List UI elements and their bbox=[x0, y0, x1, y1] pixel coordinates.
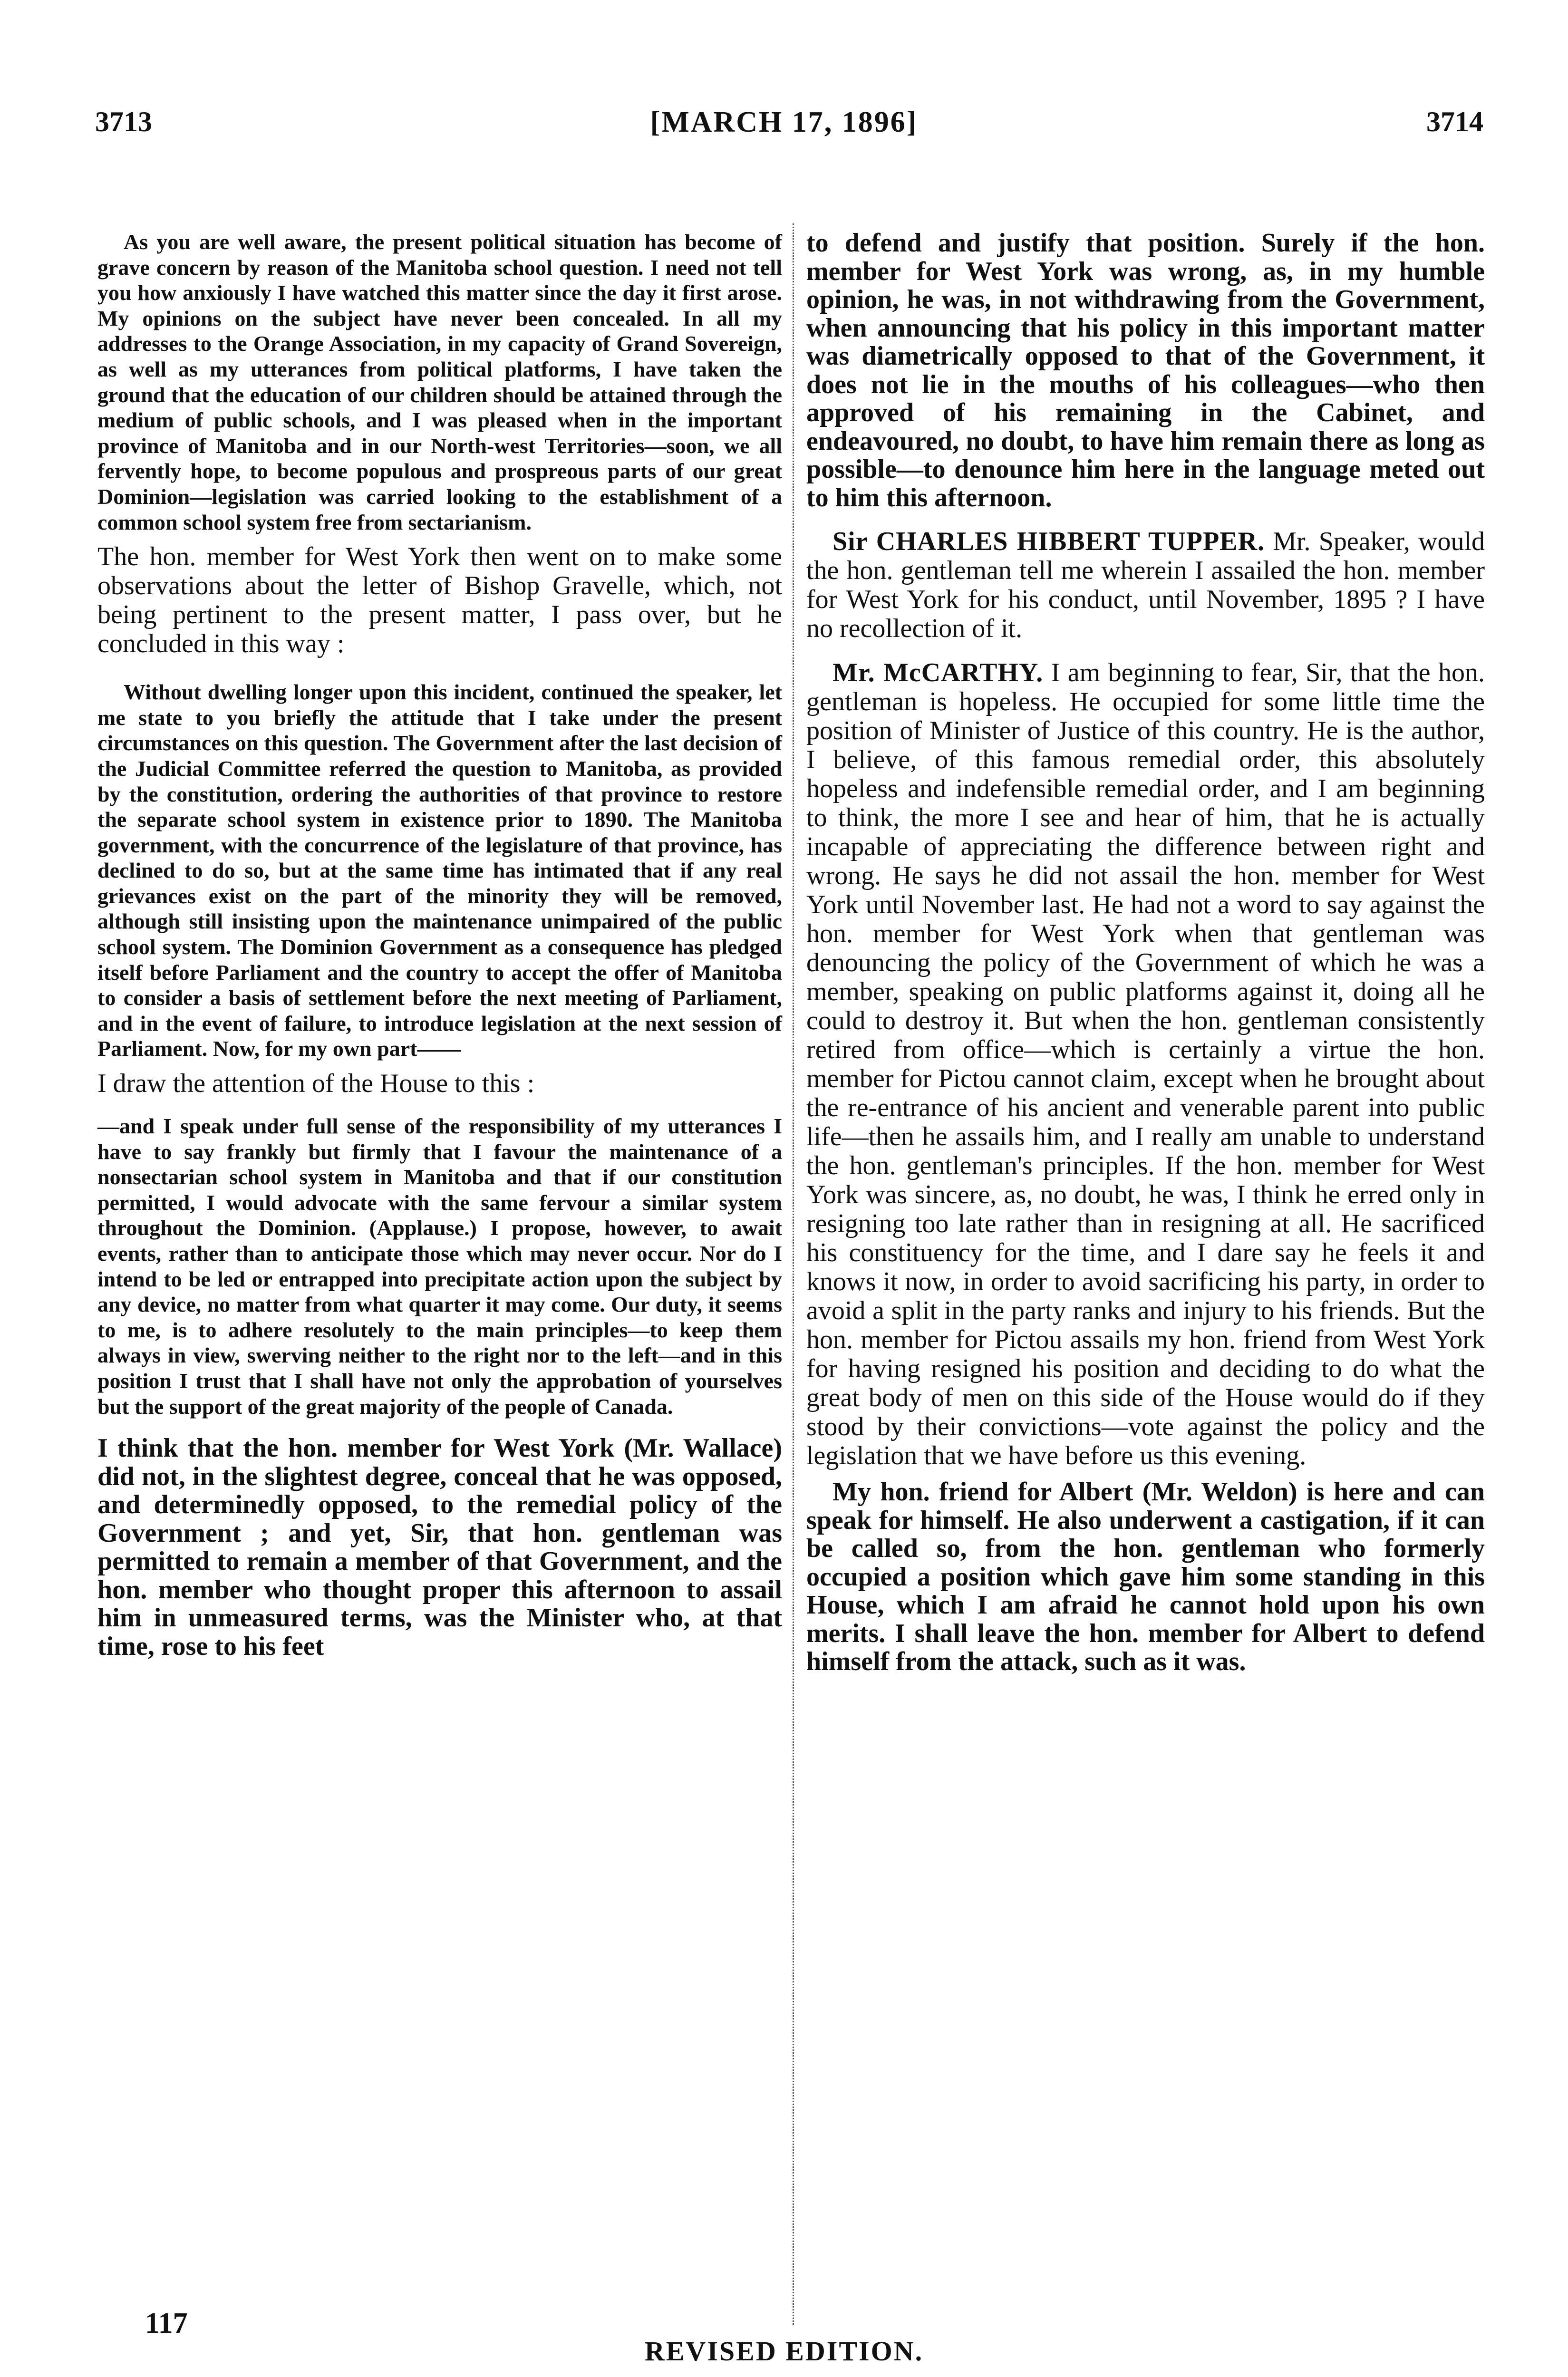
paragraph-wallace: I think that the hon. member for West York (Mr. Wallace) did not, in the slightest degree, conceal that he was opposed, and determinedly opposed, to the remedial policy of the Government ; and yet, Sir, that hon. gentleman was permitted to remain a member of that Government, and the hon. member who thought proper this afternoon to assail him in unmeasured terms, was the Minister who, at that time, rose to his feet bbox=[97, 1433, 782, 1661]
column-divider bbox=[793, 223, 794, 2325]
page-header bbox=[0, 106, 1568, 148]
speaker-name: Mr. McCARTHY. bbox=[832, 658, 1044, 687]
speech-text: Mr. Speaker, would the hon. gentleman tell me wherein I assailed the hon. member for West York for his conduct, until November, 1895 ? I have no recollection of it. bbox=[806, 527, 1485, 643]
paragraph-bishop-gravelle: The hon. member for West York then went on to make some observations about the letter of Bishop Gravelle, which, not being pertinent to the present matter, I pass over, but he concluded in this way : bbox=[97, 542, 782, 659]
quoted-passage-3: —and I speak under full sense of the responsibility of my utterances I have to say frankly but firmly that I favour the maintenance of a nonsectarian school system in Manitoba and that if our constitution permitted, I would advocate with the same fervour a similar system throughout the Dominion. (Applause.) I propose, however, to await events, rather than to anticipate those which may never occur. Nor do I intend to be led or entrapped into precipitate action upon the subject by any device, no matter from what quarter it may come. Our duty, it seems to me, is to adhere resolutely to the main principles—to keep them always in view, swerving neither to the right nor to the left—and in this position I trust that I shall have not only the approbation of yourselves but the support of the great majority of the people of Canada. bbox=[97, 1114, 782, 1419]
paragraph-draw-attention: I draw the attention of the House to this : bbox=[97, 1069, 535, 1099]
page-number-right: 3714 bbox=[1426, 106, 1483, 137]
speaker-name: Sir CHARLES HIBBERT TUPPER. bbox=[832, 527, 1265, 556]
edition-footer: REVISED EDITION. bbox=[644, 2336, 924, 2367]
paragraph-defend-position: to defend and justify that position. Surely if the hon. member for West York was wrong, as, in my humble opinion, he was, in not withdrawing from the Government, when announcing that his policy in this important matter was diametrically opposed to that of the Government, it does not lie in the mouths of his colleagues—who then approved of his remaining in the Cabinet, and endeavoured, no doubt, to have him remain there as long as possible—to denounce him here in the language meted out to him this afternoon. bbox=[806, 228, 1485, 512]
speech-tupper bbox=[806, 527, 1485, 643]
paragraph-albert: My hon. friend for Albert (Mr. Weldon) is here and can speak for himself. He also underwent a castigation, if it can be called so, from the hon. gentleman who formerly occupied a position which gave him some standing in this House, which I am afraid he cannot hold upon his own merits. I shall leave the hon. member for Albert to defend himself from the attack, such as it was. bbox=[806, 1477, 1485, 1676]
speech-mccarthy bbox=[806, 658, 1485, 1470]
quoted-passage-2: Without dwelling longer upon this incident, continued the speaker, let me state to you briefly the attitude that I take under the present circumstances on this question. The Government after the last decision of the Judicial Committee referred the question to Manitoba, as provided by the constitution, ordering the authorities of that province to restore the separate school system in existence prior to 1890. The Manitoba government, with the concurrence of the legislature of that province, has declined to do so, but at the same time has intimated that if any real grievances exist on the part of the minority they will be removed, although still insisting upon the maintenance unimpaired of the public school system. The Dominion Government as a consequence has pledged itself before Parliament and the country to accept the offer of Manitoba to consider a basis of settlement before the next meeting of Parliament, and in the event of failure, to introduce legislation at the next session of Parliament. Now, for my own part—— bbox=[97, 680, 782, 1061]
left-column bbox=[97, 229, 782, 1661]
quoted-passage-1: As you are well aware, the present political situation has become of grave concern by reason of the Manitoba school question. I need not tell you how anxiously I have watched this matter since the day it first arose. My opinions on the subject have never been concealed. In all my addresses to the Orange Association, in my capacity of Grand Sovereign, as well as my utterances from political platforms, I have taken the ground that the education of our children should be attained through the medium of public schools, and I was pleased when in the important province of Manitoba and in our North-west Territories—soon, we all fervently hope, to become populous and prospreous parts of our great Dominion—legislation was carried looking to the establishment of a common school system free from sectarianism. bbox=[97, 230, 782, 534]
speech-text: I am beginning to fear, Sir, that the hon. gentleman is hopeless. He occupied for some little time the position of Minister of Justice of this country. He is the author, I believe, of this famous remedial order, this absolutely hopeless and indefensible remedial order, and I am beginning to think, the more I see and hear of him, that he is actually incapable of appreciating the difference between right and wrong. He says he did not assail the hon. member for West York until November last. He had not a word to say against the hon. member for West York when that gentleman was denouncing the policy of the Government of which he was a member, speaking on public platforms against it, doing all he could to destroy it. But when the hon. gentleman consistently retired from office—which is certainly a virtue the hon. member for Pictou cannot claim, except when he brought about the re-entrance of his ancient and venerable parent into public life—then he assails him, and I really am unable to understand the hon. gentleman's principles. If the hon. member for West York was sincere, as, no doubt, he was, I think he erred only in resigning too late rather than in resigning at all. He sacrificed his constituency for the time, and I dare say he feels it and knows it now, in order to avoid sacrificing his party, in order to avoid a split in the party ranks and injury to his friends. But the hon. member for Pictou assails my hon. friend from West York for having resigned his position and deciding to do what the great body of men on this side of the House would do if they stood by their convictions—vote against the policy and the legislation that we have before us this evening. bbox=[806, 658, 1485, 1470]
right-column bbox=[806, 229, 1485, 1676]
page-date: [MARCH 17, 1896] bbox=[650, 106, 918, 138]
signature-number: 117 bbox=[145, 2307, 188, 2339]
page-number-left: 3713 bbox=[95, 106, 152, 137]
